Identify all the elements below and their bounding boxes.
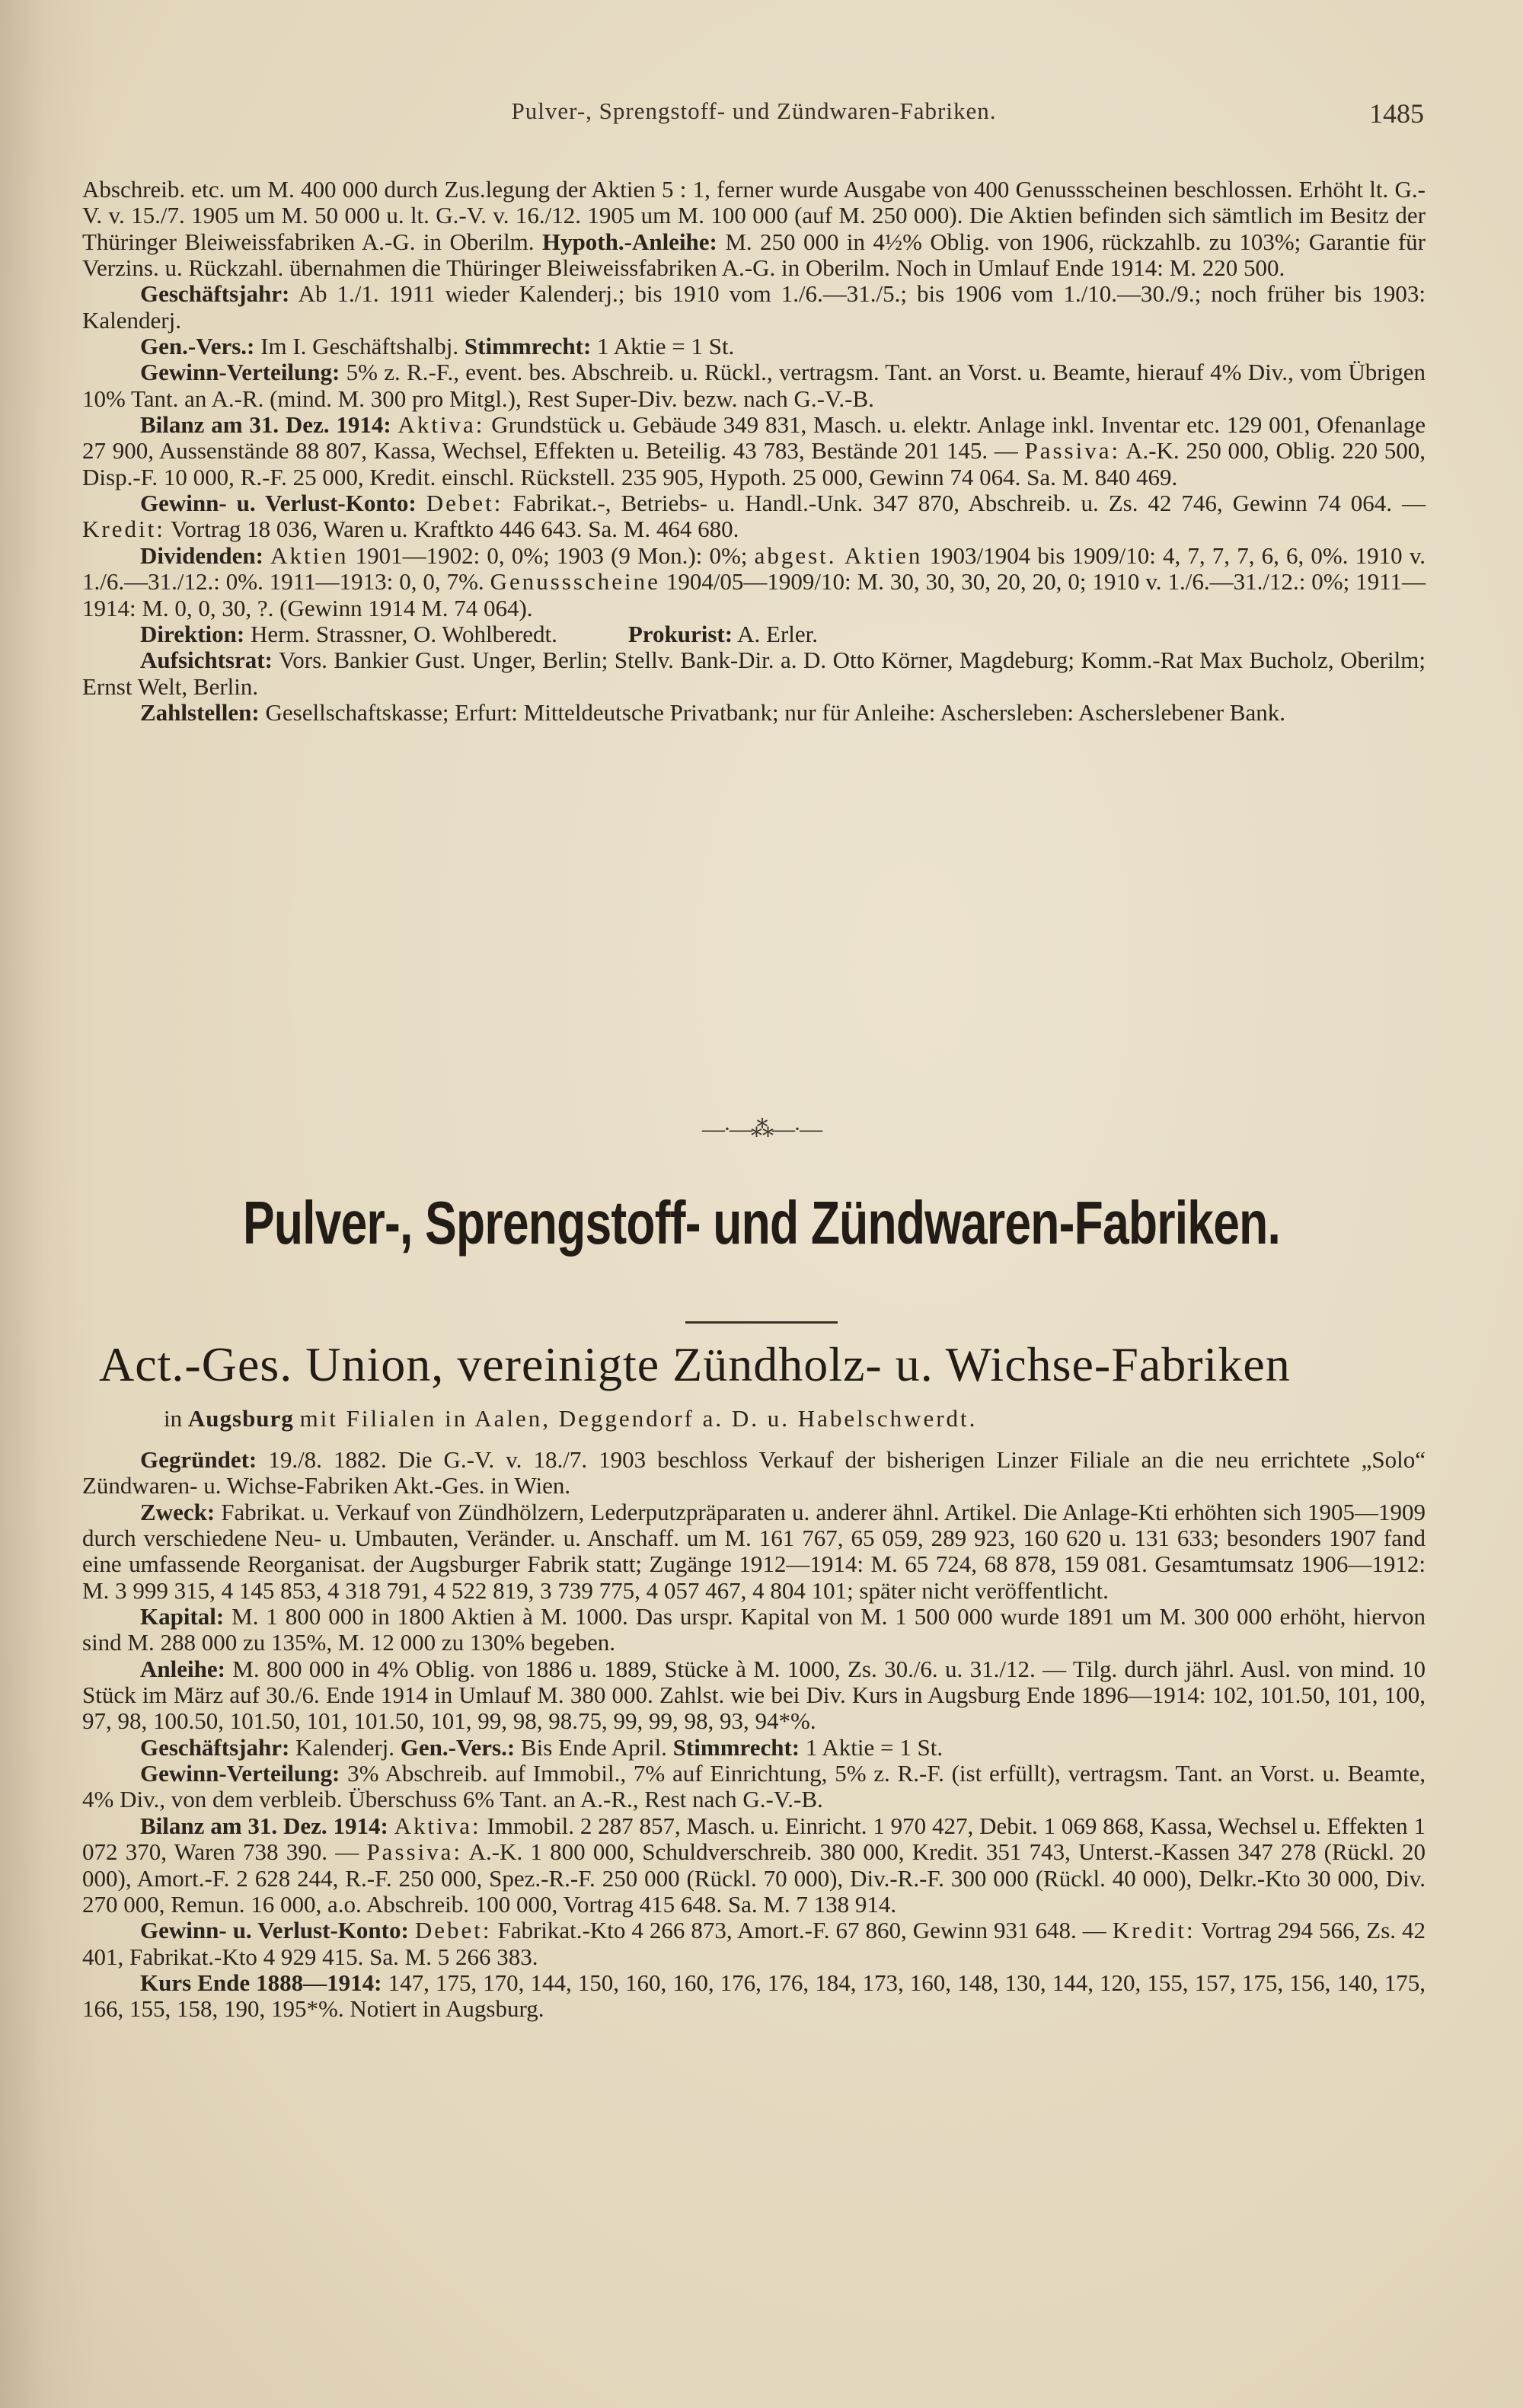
credit-label: Kredit: — [82, 516, 165, 543]
location-branches: mit Filialen in Aalen, Deggendorf a. D. u. Habelschwerdt. — [299, 1405, 978, 1432]
balance-paragraph — [82, 412, 1426, 490]
profit-loss-heading: Gewinn- u. Verlust-Konto: — [140, 490, 417, 517]
general-meeting-heading: Gen.-Vers.: — [400, 1733, 516, 1761]
general-meeting-text: Bis Ende April. — [520, 1733, 667, 1761]
founded-paragraph — [82, 1447, 1426, 1499]
dividends-text-2: 1903/1904 bis 1909/10: 4, 7, 7, 7, 6, 6, 0%. 1910 v. 1./6.—31./12.: 0%. 1911—1913: 0, 0, 7%. — [82, 541, 1426, 596]
location-city: Augsburg — [187, 1405, 294, 1432]
fiscal-year-heading: Geschäftsjahr: — [140, 1733, 290, 1761]
paying-agents-text: Gesellschaftskasse; Erfurt: Mitteldeutsche Privatbank; nur für Anleihe: Aschersleben: Ascherslebener Bank. — [265, 698, 1285, 726]
fiscal-year-paragraph — [82, 281, 1426, 334]
liabilities-label: Passiva: — [366, 1838, 463, 1866]
share-price-paragraph — [82, 1970, 1426, 2023]
title-rule — [685, 1321, 838, 1324]
assets-label: Aktiva: — [394, 1812, 481, 1839]
liabilities-label: Passiva: — [1024, 437, 1121, 465]
management-paragraph — [82, 621, 1426, 647]
fiscal-year-text: Kalenderj. — [295, 1733, 395, 1761]
supervisory-board-text: Vors. Bankier Gust. Unger, Berlin; Stellv. Bank-Dir. a. D. Otto Körner, Magdeburg; Komm.-Rat Max Bucholz, Oberilm; Ernst Welt, Berlin. — [82, 647, 1426, 700]
debit-text: Fabrikat.-, Betriebs- u. Handl.-Unk. 347 870, Abschreib. u. Zs. 42 746, Gewinn 74 064. — — [512, 490, 1426, 517]
liabilities-text: A.-K. 1 800 000, Schuldverschreib. 380 000, Kredit. 351 743, Unterst.-Kassen 347 278 (Rückl. 20 000), Amort.-F. 2 628 244, R.-F. 250 000, Spez.-R.-F. 250 000 (Rückl. 70 000), Div.-R.-F. 300 000 (Rückl. 40 000), Delkr.-Kto 30 000, Div. 270 000, Remun. 16 000, a.o. Abschreib. 100 000, Vortrag 415 648. Sa. M. 7 138 914. — [82, 1838, 1426, 1918]
balance-paragraph — [82, 1813, 1426, 1918]
capital-text: Abschreib. etc. um M. 400 000 durch Zus.legung der Aktien 5 : 1, ferner wurde Ausgabe von 400 Genussscheinen beschlossen. Erhöht lt. G.-V. v. 15./7. 1905 um M. 50 000 u. lt. G.-V. v. 16./12. 1905 um M. 100 000 (auf M. 250 000). Die Aktien befinden sich sämtlich im Besitz der Thüringer Bleiweissfabriken A.-G. in Oberilm. — [82, 176, 1426, 255]
company-name: Act.-Ges. Union, vereinigte Zündholz- u. Wichse-Fabriken — [99, 1337, 1291, 1391]
section-title: Pulver-, Sprengstoff- und Zündwaren-Fabriken. — [242, 1189, 1281, 1257]
profit-loss-paragraph — [82, 490, 1426, 543]
running-title: Pulver-, Sprengstoff- und Zündwaren-Fabriken. — [511, 97, 997, 124]
entry-continued — [82, 177, 1426, 726]
meeting-paragraph — [82, 334, 1426, 359]
location-prefix: in — [164, 1405, 183, 1432]
assets-text: Grundstück u. Gebäude 349 831, Masch. u. elektr. Anlage inkl. Inventar etc. 129 001, Ofenanlage 27 900, Aussenstände 88 807, Kassa, Wechsel, Effekten u. Beteilig. 43 783, Bestände 201 145. — — [82, 411, 1426, 465]
dividends-paragraph — [82, 543, 1426, 621]
profit-distribution-text: 5% z. R.-F., event. bes. Abschreib. u. Rückl., vertragsm. Tant. an Vorst. u. Beamte, hierauf 4% Div., vom Übrigen 10% Tant. an A.-R. (mind. M. 300 pro Mitgl.), Rest Super-Div. bezw. nach G.-V.-B. — [82, 359, 1426, 412]
balance-heading: Bilanz am 31. Dez. 1914: — [140, 1812, 388, 1839]
profit-loss-heading: Gewinn- u. Verlust-Konto: — [140, 1917, 409, 1944]
loan-heading: Anleihe: — [140, 1655, 225, 1682]
founded-text: 19./8. 1882. Die G.-V. v. 18./7. 1903 beschloss Verkauf der bisherigen Linzer Filiale an die neu errichtete „Solo“ Zündwaren- u. Wichse-Fabriken Akt.-Ges. in Wien. — [82, 1446, 1426, 1499]
general-meeting-heading: Gen.-Vers.: — [140, 333, 255, 360]
credit-label: Kredit: — [1112, 1917, 1196, 1944]
share-price-heading: Kurs Ende 1888—1914: — [140, 1969, 382, 1996]
paying-agents-heading: Zahlstellen: — [140, 698, 260, 726]
capital-paragraph — [82, 1604, 1426, 1656]
loan-paragraph — [82, 1656, 1426, 1735]
entry-union — [82, 1447, 1426, 2023]
supervisory-board-paragraph — [82, 647, 1426, 700]
assets-label: Aktiva: — [398, 411, 485, 439]
purpose-heading: Zweck: — [140, 1498, 216, 1525]
management-heading: Direktion: — [140, 620, 245, 647]
liabilities-text: A.-K. 250 000, Oblig. 220 500, Disp.-F. 10 000, R.-F. 25 000, Kredit. einschl. Rückstell. 235 905, Hypoth. 25 000, Gewinn 74 064. Sa. M. 840 469. — [82, 437, 1426, 490]
profit-distribution-heading: Gewinn-Verteilung: — [140, 359, 340, 386]
fiscal-year-paragraph — [82, 1735, 1426, 1761]
voting-right-text: 1 Aktie = 1 St. — [597, 333, 735, 360]
credit-text: Vortrag 294 566, Zs. 42 401, Fabrikat.-Kto 4 929 415. Sa. M. 5 266 383. — [82, 1917, 1426, 1970]
debit-label: Debet: — [426, 490, 503, 517]
profit-distribution-paragraph — [82, 1761, 1426, 1813]
participation-certificates-label: Genussscheine — [490, 568, 660, 596]
founded-heading: Gegründet: — [140, 1446, 257, 1473]
shares-label: Aktien — [270, 541, 349, 569]
profit-distribution-heading: Gewinn-Verteilung: — [140, 1760, 340, 1787]
supervisory-board-heading: Aufsichtsrat: — [140, 647, 273, 674]
dividends-text-3: 1904/05—1909/10: M. 30, 30, 30, 20, 20, 0; 1910 v. 1./6.—31./12.: 0%; 1911—1914: M. 0, 0, 30, ?. (Gewinn 1914 M. 74 064). — [82, 568, 1426, 621]
voting-right-heading: Stimmrecht: — [464, 333, 592, 360]
management-text: Herm. Strassner, O. Wohlberedt. — [250, 620, 557, 647]
page-number: 1485 — [1369, 98, 1424, 129]
fiscal-year-text: Ab 1./1. 1911 wieder Kalenderj.; bis 1910 vom 1./6.—31./5.; bis 1906 vom 1./10.—30./9.; noch früher bis 1903: Kalenderj. — [82, 280, 1426, 334]
voting-right-text: 1 Aktie = 1 St. — [805, 1733, 943, 1761]
debit-label: Debet: — [414, 1917, 492, 1944]
voting-right-heading: Stimmrecht: — [672, 1733, 800, 1761]
purpose-paragraph — [82, 1499, 1426, 1604]
capital-heading: Kapital: — [140, 1603, 225, 1630]
dividends-text-1: 1901—1902: 0, 0%; 1903 (9 Mon.): 0%; — [355, 541, 748, 569]
profit-distribution-text: 3% Abschreib. auf Immobil., 7% auf Einrichtung, 5% z. R.-F. (ist erfüllt), vertragsm. Tant. an Vorst. u. Beamte, 4% Div., von dem verbleib. Überschuss 6% Tant. an A.-R., Rest nach G.-V.-B. — [82, 1760, 1426, 1813]
company-location — [164, 1405, 1458, 1432]
dividends-heading: Dividenden: — [140, 541, 263, 569]
mortgage-loan-text: M. 250 000 in 4½% Oblig. von 1906, rückzahlb. zu 103%; Garantie für Verzins. u. Rückzahl. übernahmen die Thüringer Bleiweissfabriken A.-G. in Oberilm. Noch in Umlauf Ende 1914: M. 220 500. — [82, 228, 1426, 282]
capital-text: M. 1 800 000 in 1800 Aktien à M. 1000. Das urspr. Kapital von M. 1 500 000 wurde 1891 um M. 300 000 erhöht, hiervon sind M. 288 000 zu 135%, M. 12 000 zu 130% begeben. — [82, 1603, 1426, 1656]
share-price-text: 147, 175, 170, 144, 150, 160, 160, 176, 176, 184, 173, 160, 148, 130, 144, 120, 155, 157, 175, 156, 140, 175, 166, 155, 158, 190, 195*%. Notiert in Augsburg. — [82, 1969, 1426, 2023]
fiscal-year-heading: Geschäftsjahr: — [140, 280, 290, 308]
mortgage-loan-heading: Hypoth.-Anleihe: — [541, 228, 717, 255]
loan-text: M. 800 000 in 4% Oblig. von 1886 u. 1889, Stücke à M. 1000, Zs. 30./6. u. 31./12. — Tilg. durch jährl. Ausl. von mind. 10 Stück im März auf 30./6. Ende 1914 in Umlauf M. 380 000. Zahlst. wie bei Div. Kurs in Augsburg Ende 1896—1914: 102, 101.50, 101, 100, 97, 98, 100.50, 101.50, 101, 101.50, 101, 99, 98, 98.75, 99, 99, 98, 93, 94*%. — [82, 1655, 1426, 1735]
balance-heading: Bilanz am 31. Dez. 1914: — [140, 411, 391, 439]
purpose-text: Fabrikat. u. Verkauf von Zündhölzern, Lederputzpräparaten u. anderer ähnl. Artikel. Die Anlage-Kti erhöhten sich 1905—1909 durch verschiedene Neu- u. Umbauten, Veränder. u. Anschaff. um M. 161 767, 65 059, 289 923, 160 620 u. 131 633; besonders 1907 fand eine umfassende Reorganisat. der Augsburger Fabrik statt; Zugänge 1912—1914: M. 65 724, 68 878, 159 081. Gesamtumsatz 1906—1912: M. 3 999 315, 4 145 853, 4 318 791, 4 522 819, 3 739 775, 4 057 467, 4 804 101; später nicht veröffentlicht. — [82, 1498, 1426, 1604]
stamped-shares-label: abgest. Aktien — [754, 541, 923, 569]
general-meeting-text: Im I. Geschäftshalbj. — [260, 333, 459, 360]
profit-loss-paragraph — [82, 1918, 1426, 1970]
running-head — [84, 97, 1424, 143]
assets-text: Immobil. 2 287 857, Masch. u. Einricht. 1 970 427, Debit. 1 069 868, Kassa, Wechsel u. Effekten 1 072 370, Waren 738 390. — — [82, 1812, 1426, 1866]
authorized-officer-heading: Prokurist: — [627, 620, 733, 647]
credit-text: Vortrag 18 036, Waren u. Kraftkto 446 643. Sa. M. 464 680. — [171, 516, 739, 543]
authorized-officer-text: A. Erler. — [737, 620, 819, 647]
section-ornament: —·—⁂—·— — [702, 1116, 821, 1142]
profit-distribution-paragraph — [82, 359, 1426, 412]
debit-text: Fabrikat.-Kto 4 266 873, Amort.-F. 67 860, Gewinn 931 648. — — [497, 1917, 1106, 1944]
paying-agents-paragraph — [82, 700, 1426, 726]
capital-paragraph — [82, 177, 1426, 281]
